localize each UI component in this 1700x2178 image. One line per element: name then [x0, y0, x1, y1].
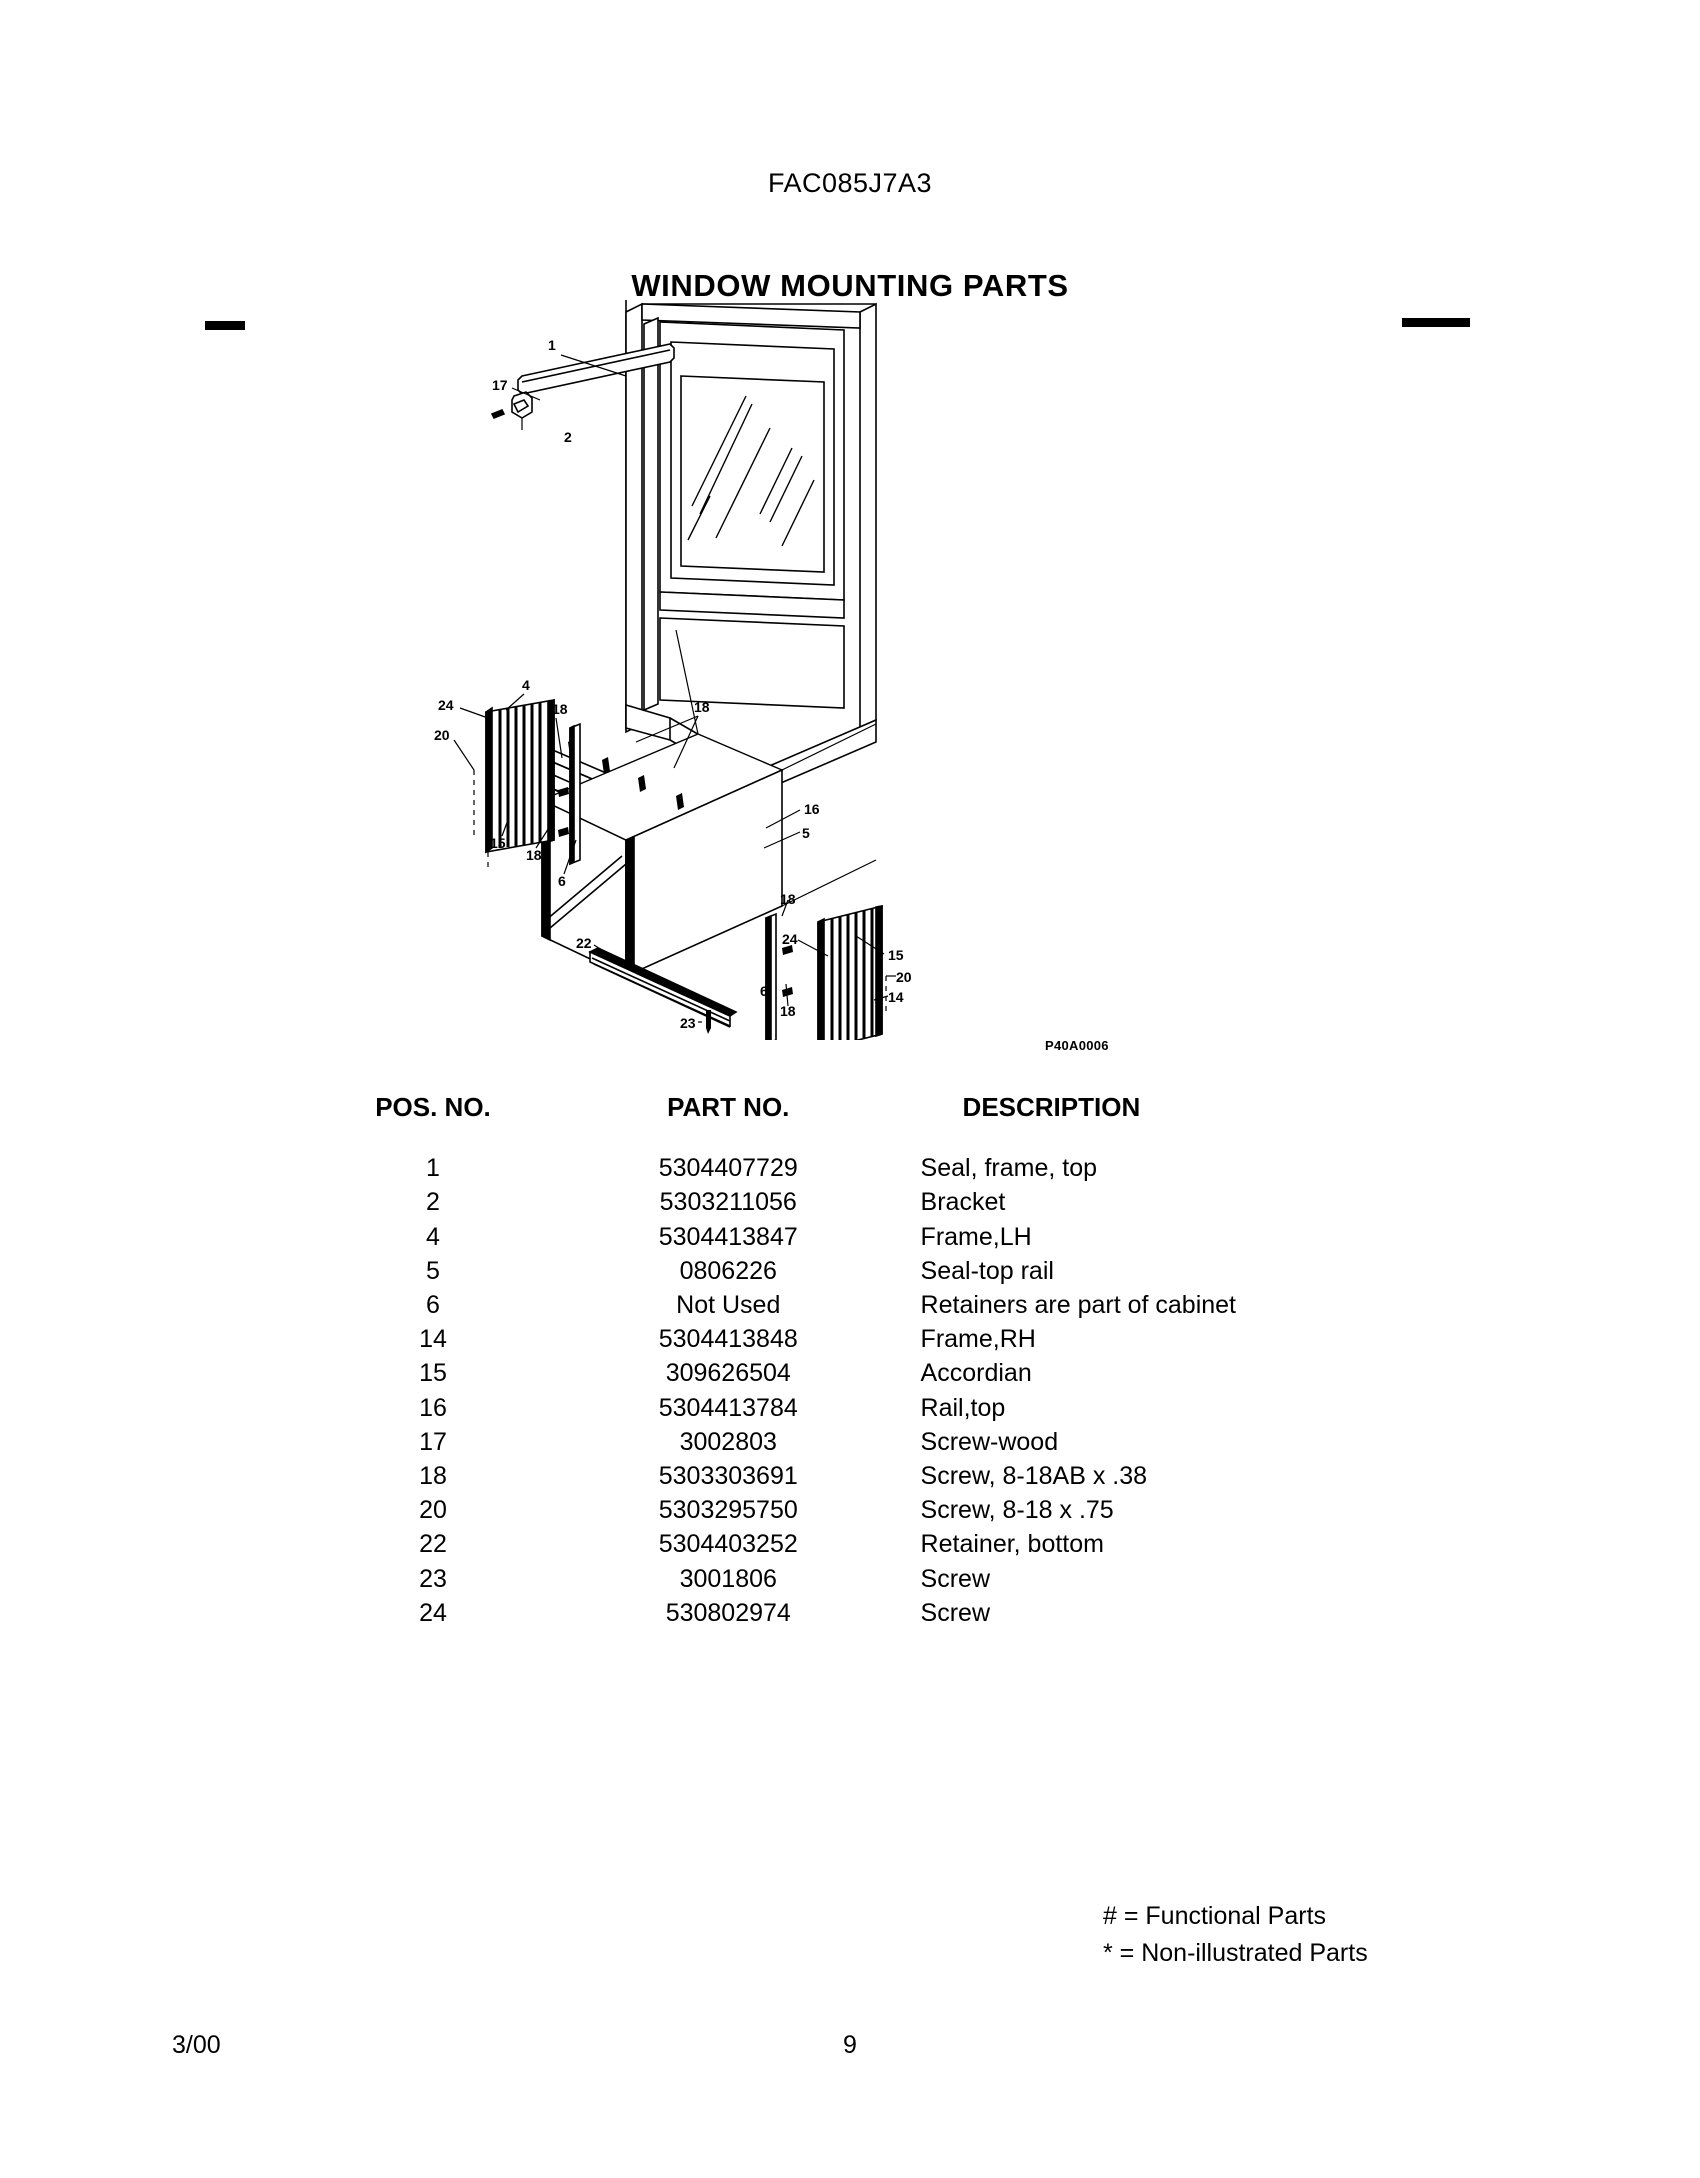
- cell-pos: 4: [426, 1222, 440, 1251]
- callout-6-right: 6: [760, 983, 768, 999]
- callout-18-d: 18: [780, 891, 796, 907]
- cell-description: Rail,top: [920, 1393, 1006, 1422]
- cell-part: 5304403252: [658, 1530, 798, 1559]
- cell-pos: 24: [419, 1598, 447, 1627]
- column-header-part: PART NO.: [667, 1092, 790, 1122]
- column-header-description: DESCRIPTION: [962, 1092, 1141, 1122]
- callout-18-a: 18: [552, 701, 568, 717]
- exploded-view-diagram: [430, 300, 1190, 1040]
- cell-part: 309626504: [665, 1359, 791, 1388]
- legend-non-illustrated-parts: * = Non-illustrated Parts: [1103, 1939, 1368, 1967]
- cell-pos: 17: [419, 1427, 447, 1456]
- callout-1: 1: [548, 337, 556, 353]
- callout-23: 23: [680, 1015, 696, 1031]
- footer-revision-date: 3/00: [172, 2031, 221, 2059]
- cell-pos: 5: [426, 1256, 440, 1285]
- table-row: [330, 1391, 1420, 1425]
- table-row: [330, 1220, 1420, 1254]
- callout-24-left: 24: [438, 697, 454, 713]
- parts-table-body: [330, 1151, 1420, 1630]
- cell-description: Seal, frame, top: [920, 1154, 1098, 1183]
- cell-part: 5304407729: [658, 1154, 798, 1183]
- cell-part: 5304413847: [658, 1222, 798, 1251]
- cell-description: Screw: [920, 1598, 991, 1627]
- table-row: [330, 1356, 1420, 1390]
- cell-description: Frame,RH: [920, 1325, 1036, 1354]
- model-number: FAC085J7A3: [767, 168, 933, 198]
- cell-part: 0806226: [679, 1256, 777, 1285]
- cell-description: Retainer, bottom: [920, 1530, 1104, 1559]
- cell-pos: 23: [419, 1564, 447, 1593]
- column-header-pos: POS. NO.: [375, 1092, 491, 1122]
- table-row: [330, 1493, 1420, 1527]
- table-row: [330, 1254, 1420, 1288]
- table-row: [330, 1288, 1420, 1322]
- callout-22: 22: [576, 935, 592, 951]
- cell-description: Bracket: [920, 1188, 1006, 1217]
- cell-pos: 22: [419, 1530, 447, 1559]
- table-row: [330, 1185, 1420, 1219]
- cell-pos: 2: [426, 1188, 440, 1217]
- cell-description: Screw: [920, 1564, 991, 1593]
- table-row: [330, 1527, 1420, 1561]
- cell-part: 5303295750: [658, 1496, 798, 1525]
- cell-part: 530802974: [665, 1598, 791, 1627]
- cell-part: 5303303691: [658, 1462, 798, 1491]
- callout-14: 14: [888, 989, 904, 1005]
- legend-functional-parts: # = Functional Parts: [1103, 1902, 1327, 1930]
- cell-part: 5303211056: [659, 1188, 797, 1217]
- parts-table: [330, 1090, 1420, 1630]
- figure-code: P40A0006: [1045, 1038, 1109, 1053]
- crop-mark-right: [1402, 318, 1470, 327]
- cell-pos: 14: [419, 1325, 447, 1354]
- cell-pos: 20: [419, 1496, 447, 1525]
- cell-description: Seal-top rail: [920, 1256, 1054, 1285]
- callout-18-c: 18: [694, 699, 710, 715]
- cell-description: Screw, 8-18AB x .38: [920, 1462, 1148, 1491]
- cell-pos: 1: [426, 1154, 440, 1183]
- cell-pos: 18: [419, 1462, 447, 1491]
- callout-15-right: 15: [888, 947, 904, 963]
- page-title: WINDOW MOUNTING PARTS: [631, 268, 1069, 303]
- cell-part: 5304413848: [658, 1325, 798, 1354]
- table-row: [330, 1596, 1420, 1630]
- cell-part: 3002803: [679, 1427, 777, 1456]
- callout-18-e: 18: [780, 1003, 796, 1019]
- callout-20-left: 20: [434, 727, 450, 743]
- table-row: [330, 1151, 1420, 1185]
- cell-pos: 15: [419, 1359, 447, 1388]
- table-row: [330, 1459, 1420, 1493]
- table-row: [330, 1562, 1420, 1596]
- callout-24-right: 24: [782, 931, 798, 947]
- cell-pos: 6: [426, 1291, 440, 1320]
- callout-20-right: 20: [896, 969, 912, 985]
- cell-description: Retainers are part of cabinet: [920, 1291, 1237, 1320]
- cell-description: Frame,LH: [920, 1222, 1032, 1251]
- cell-pos: 16: [419, 1393, 447, 1422]
- cell-description: Screw, 8-18 x .75: [920, 1496, 1114, 1525]
- cell-description: Accordian: [920, 1359, 1032, 1388]
- table-row: [330, 1425, 1420, 1459]
- callout-18-b: 18: [526, 847, 542, 863]
- table-row: [330, 1322, 1420, 1356]
- cell-part: 3001806: [679, 1564, 777, 1593]
- callout-5: 5: [802, 825, 810, 841]
- cell-part: Not Used: [676, 1291, 781, 1320]
- callout-6-left: 6: [558, 873, 566, 889]
- cell-description: Screw-wood: [920, 1427, 1059, 1456]
- callout-2: 2: [564, 429, 572, 445]
- crop-mark-left: [205, 321, 245, 330]
- callout-15-left: 15: [490, 835, 506, 851]
- cell-part: 5304413784: [658, 1393, 798, 1422]
- callout-4: 4: [522, 677, 530, 693]
- callout-17: 17: [492, 377, 508, 393]
- legend: [1103, 1898, 1368, 1972]
- callout-16: 16: [804, 801, 820, 817]
- table-header-row: [330, 1090, 1420, 1151]
- footer-page-number: 9: [843, 2031, 857, 2059]
